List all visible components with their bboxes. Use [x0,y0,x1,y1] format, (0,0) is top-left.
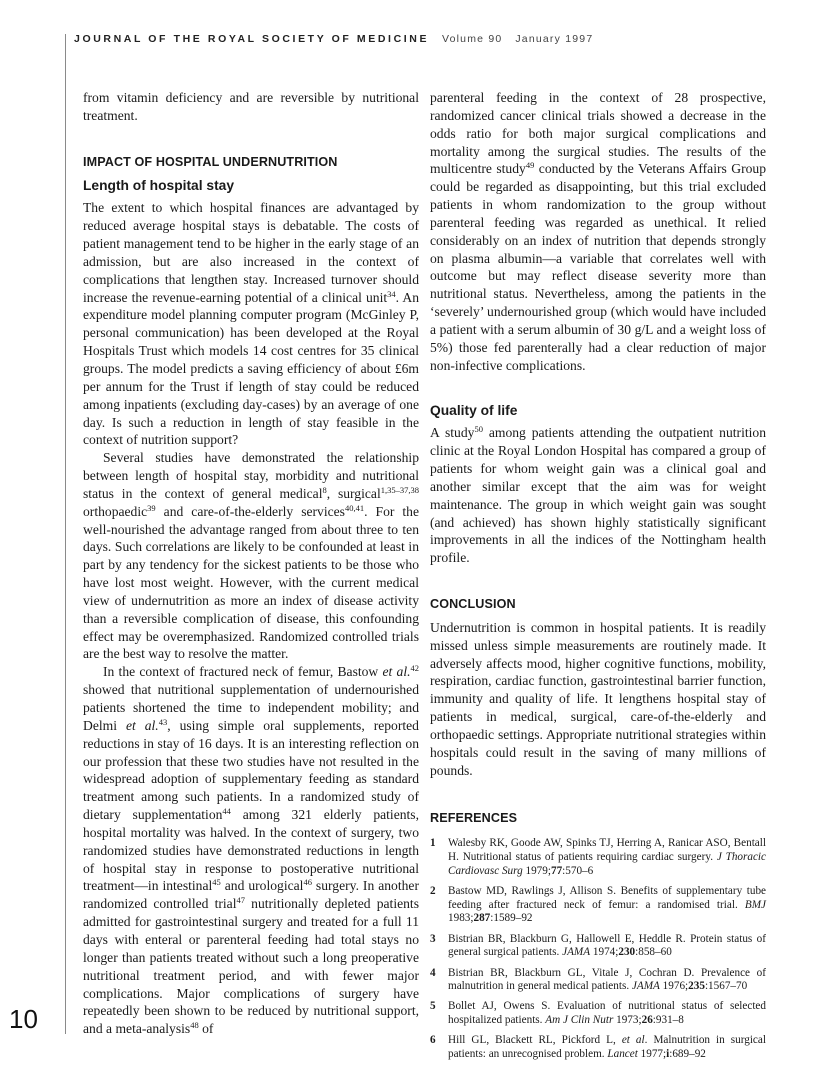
running-header [74,33,593,45]
citation: 42 [410,663,419,674]
left-column [83,89,419,1038]
citation: 39 [147,502,156,513]
citation: 49 [525,160,535,171]
citation: 44 [222,806,231,817]
citation: 43 [158,716,168,727]
reference-item: 6 Hill GL, Blackett RL, Pickford L, et al. Malnutrition in surgical patients: an unrecognised problem. Lancet 1977;i:689–92 [430,1034,766,1061]
citation: 40,41 [344,502,365,513]
citation: 50 [474,424,483,435]
citation: 46 [303,877,312,888]
paragraph-conclusion: Undernutrition is common in hospital patients. It is readily missed unless simple measurements are routinely made. It adversely affects mood, higher cognitive functions, mobility, respiration, cardiac function, gastrointestinal barrier function, immunity and quality of life. It lengthens hospital stay of patients in medical, surgical, care-of-the-elderly and orthopaedic settings. Appropriate nutritional strategies within hospitals could result in the saving of many millions of pounds. [430,619,766,778]
paragraph-meta-analysis: parenteral feeding in the context of 28 prospective, randomized cancer clinical trials showed a decrease in the odds ratio for both major surgical complications and mortality among the surgical studies. The results of the multicentre study$^{49}$ conducted by the Veterans Affairs Group could be regarded as disappointing, but this trial excluded patients in whom randomization to the group without parenteral feeding was regarded as unethical. It relied considerably on an index of nutrition that depends strongly on plasma albumin—a variable that correlates well with outcome but may reflect disease severity more than nutritional status. Nevertheless, among the patients in the ‘severely’ undernourished group (which would have included a patient with a serum albumin of 30 g/L and a weight loss of 5%) those fed parenterally had a clear reduction of major non-infective complications. [430,90,766,373]
citation: 8 [322,484,327,495]
citation: 47 [236,895,245,906]
journal-title: JOURNAL OF THE ROYAL SOCIETY OF MEDICINE [74,33,430,45]
reference-item: 5 Bollet AJ, Owens S. Evaluation of nutritional status of selected hospitalized patients. Am J Clin Nutr 1973;26:931–8 [430,1000,766,1027]
references-list [430,837,766,1061]
intro-fragment: from vitamin deficiency and are reversible by nutritional treatment. [83,90,419,123]
issue-date: January 1997 [515,33,594,45]
section-heading-impact: IMPACT OF HOSPITAL UNDERNUTRITION [83,154,338,169]
reference-item: 4 Bistrian BR, Blackburn GL, Vitale J, Cochran D. Prevalence of malnutrition in general medical patients. JAMA 1976;235:1567–70 [430,966,766,993]
margin-rule [65,34,66,1034]
subsection-heading-length-of-stay: Length of hospital stay [83,177,235,193]
right-column [430,89,766,1068]
paragraph-hospital-finances: The extent to which hospital finances are advantaged by reduced average hospital stays is debatable. The costs of patient management tend to be higher in the early stage of an admission, but are also increased in the context of complications that lengthen stay. Increased turnover should increase the revenue-earning potential of a clinical unit$^{34}$. An expenditure model planning computer program (McGinley P, personal communication) has been developed at the Royal Hospitals Trust which models 14 cost centres for 35 clinical groups. The model predicts a saving efficiency of about £6m per annum for the Trust if length of stay could be reduced among inpatients (excluding day-cases) by an average of one day. Is such a reduction in length of stay feasible in the context of nutrition support? [83,200,419,448]
citation: 1,35–37,38 [380,484,419,495]
citation: 34 [387,288,396,299]
reference-item: 3 Bistrian BR, Blackburn G, Hallowell E, Heddle R. Protein status of general surgical patients. JAMA 1974;230:858–60 [430,932,766,959]
reference-item: 1 Walesby RK, Goode AW, Spinks TJ, Herring A, Ranicar ASO, Bentall H. Nutritional status of patients requiring cardiac surgery. J Thoracic Cardiovasc Surg 1979;77:570–6 [430,837,766,877]
subsection-heading-quality-of-life: Quality of life [430,402,518,418]
citation: 48 [190,1020,199,1031]
paragraph-several-studies: Several studies have demonstrated the relationship between length of hospital stay, morbidity and nutritional status in the context of general medical$^8$, surgical$^{1,35-37,38}$ orthopaedic$^{39}$ and care-of-the-elderly services$^{40,41}$. For the well-nourished the advantage ranged from about three to ten days. Such correlations are likely to be confounded at least in part by any tendency for the sickest patients to be those who have lost most weight. However, with the current medical view of undernutrition as more an index of disease activity than a reversible complication of disease, this confounding effect may be overemphasized. Randomized controlled trials are the best way to resolve the matter. [83,450,420,662]
section-heading-references: REFERENCES [430,810,518,825]
reference-item: 2 Bastow MD, Rawlings J, Allison S. Benefits of supplementary tube feeding after fractured neck of femur: a randomised trial. BMJ 1983;287:1589–92 [430,884,766,925]
paragraph-quality-of-life: A study$^{50}$ among patients attending the outpatient nutrition clinic at the Royal London Hospital has compared a group of patients for whom weight gain was a clinical goal and another similar except that the aim was for weight maintenance. The group in which weight gain was sought (and achieved) has shown highly statistically significant improvements in all the indices of the Nottingham health profile. [430,424,766,566]
paragraph-fractured-femur: In the context of fractured neck of femur, Bastow et al.$^{42}$ showed that nutritional supplementation of undernourished patients shortened the time to independent mobility; and Delmi et al.$^{43}$, using simple oral supplements, reported reductions in stay of 16 days. It is an interesting reflection on our profession that these two studies have not resulted in the widespread adoption of supplementary feeding as standard treatment among such patients. In a randomized study of dietary supplementation$^{44}$ among 321 elderly patients, hospital mortality was halved. In the context of surgery, two randomized studies have demonstrated reductions in length of hospital stay in response to postoperative nutritional treatment—in intestinal$^{45}$ and urological$^{46}$ surgery. In another randomized controlled trial$^{47}$ nutritionally depleted patients admitted for gastrointestinal surgery and treated for a full 11 days with enteral or parenteral feeding had total stays no longer than patients treated without such a long preoperative nutritional treatment period, and with fewer major complications. Major complications of surgery have repeatedly been shown to be reduced by nutritional support, and a meta-analysis$^{48}$ of [83,663,420,1037]
volume-label: Volume 90 [441,33,503,45]
page-number: 10 [9,1004,38,1034]
citation: 45 [212,877,221,888]
section-heading-conclusion: CONCLUSION [430,597,516,612]
